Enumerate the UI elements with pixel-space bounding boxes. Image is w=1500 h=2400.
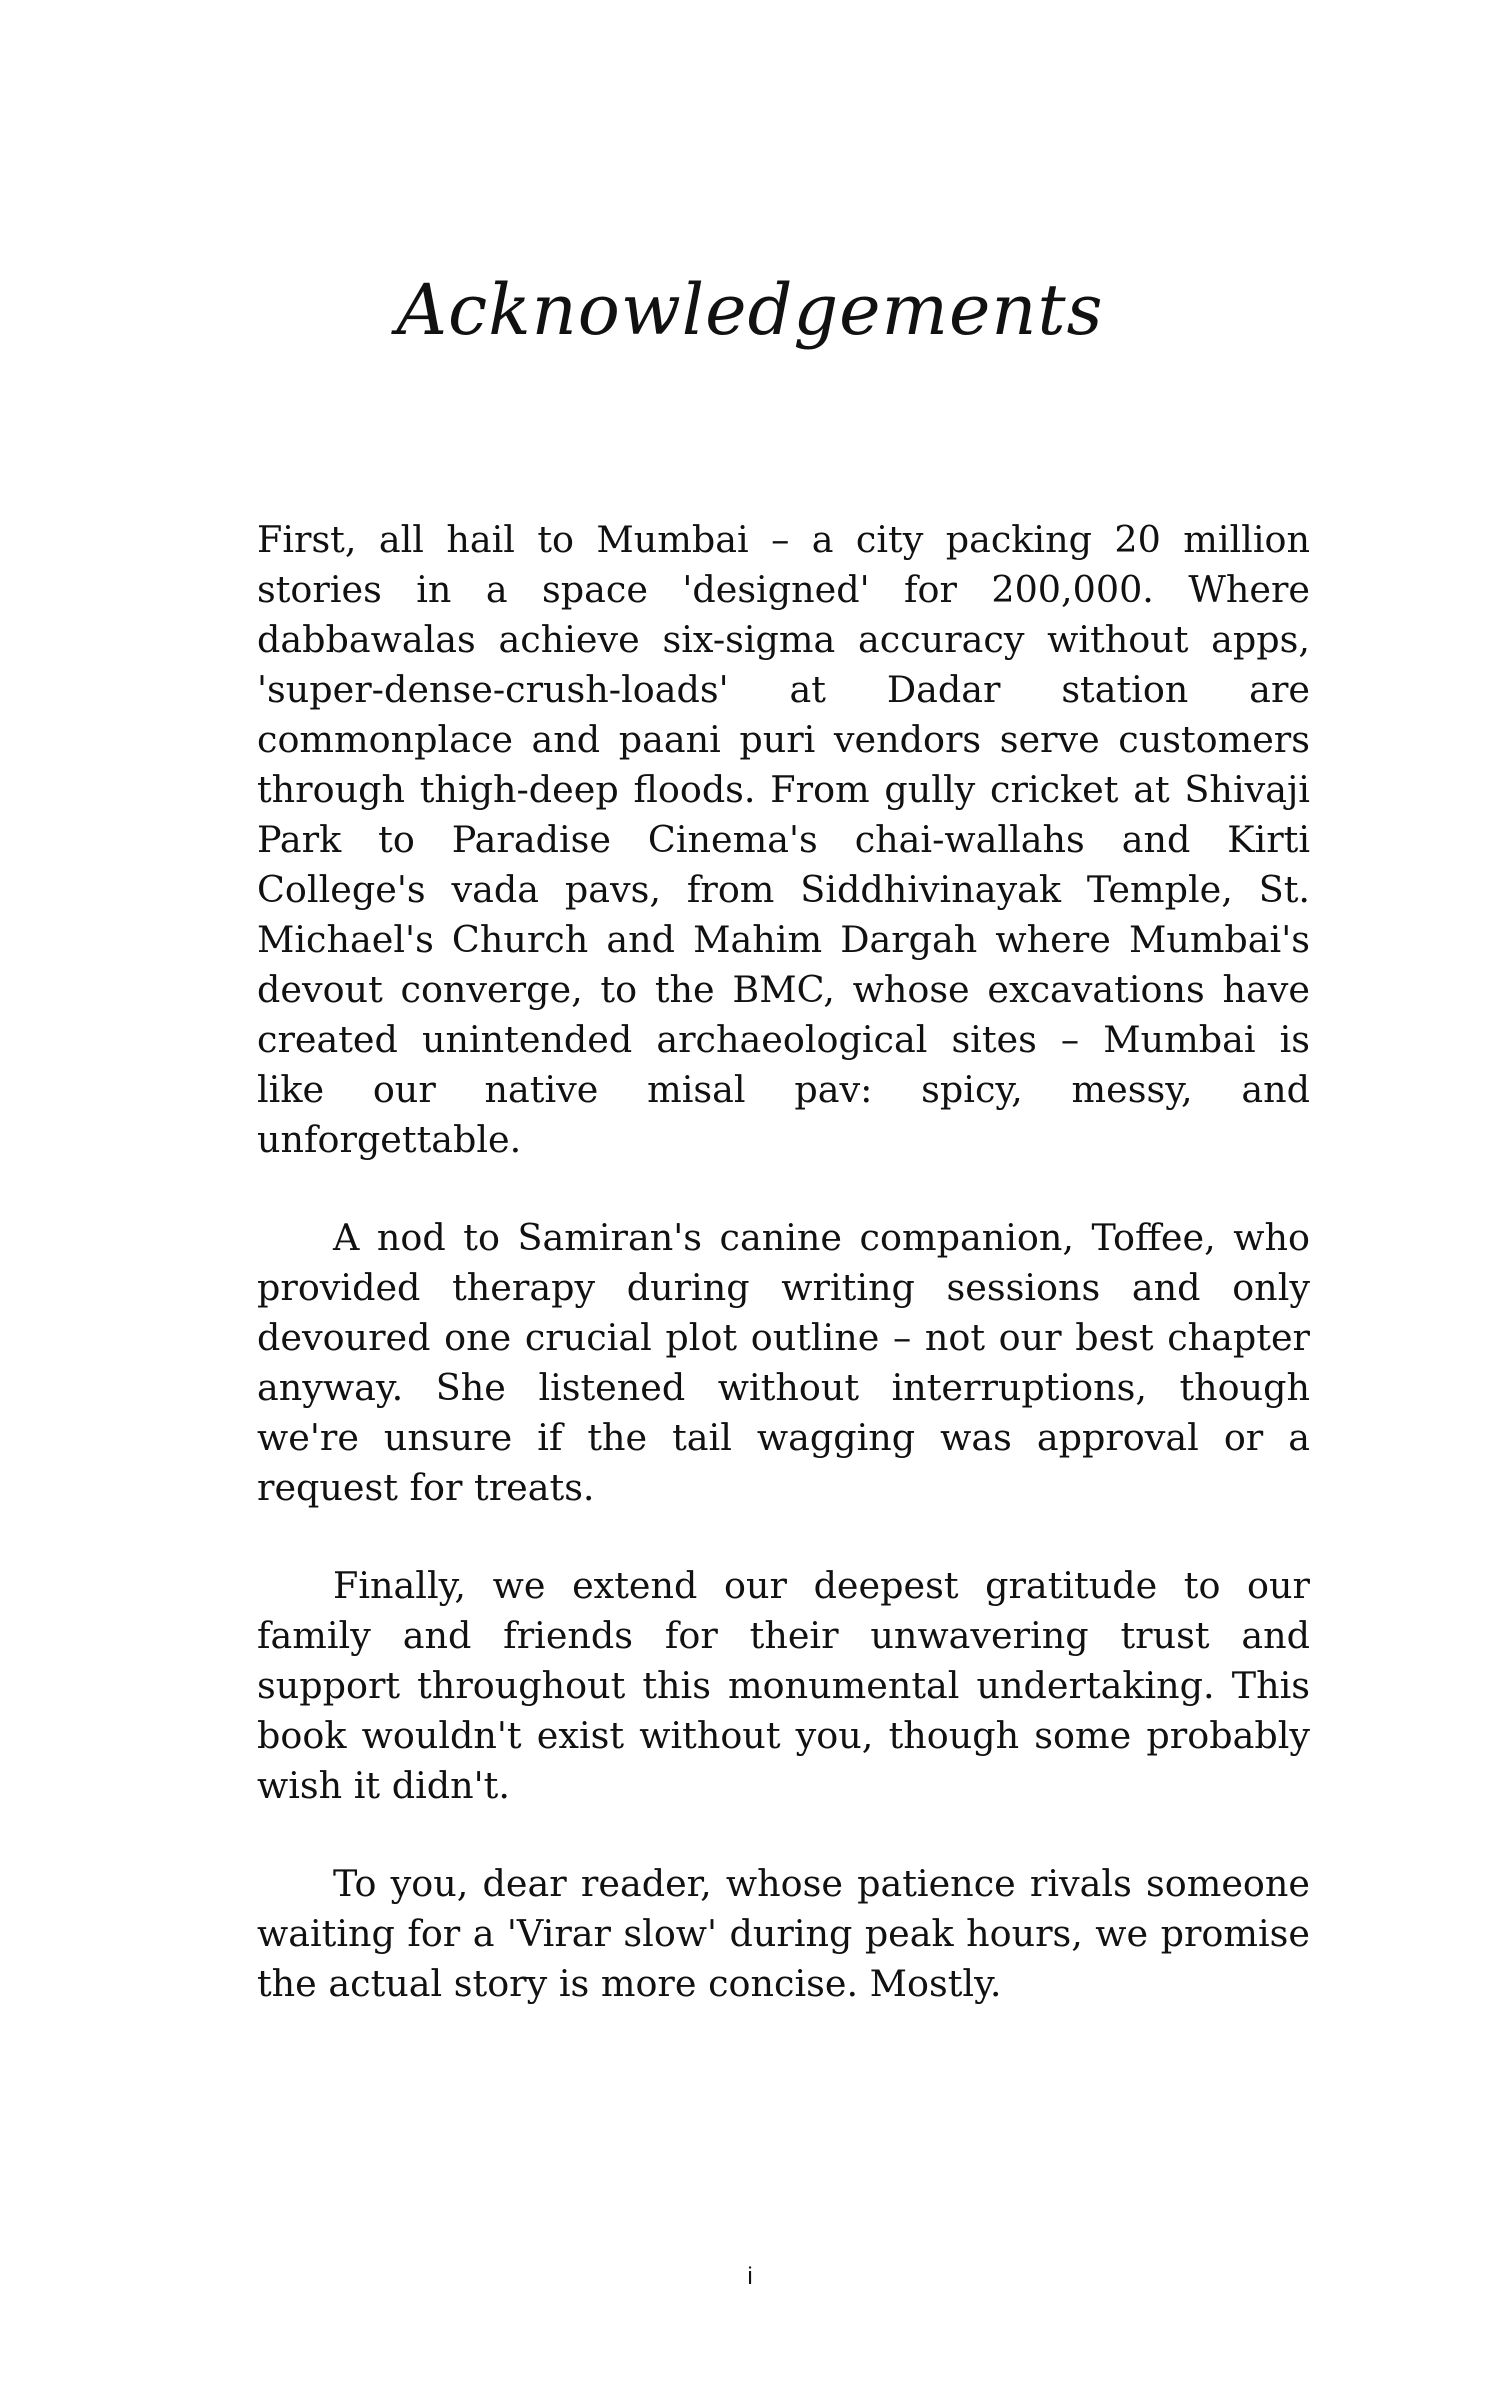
paragraph-family: Finally, we extend our deepest gratitude to our family and friends for their unwavering trust and support throughout this monumental undertaking. This book wouldn't exist without you, though some probably wish it didn't. — [257, 1564, 1310, 1807]
page-number: i — [747, 2263, 753, 2290]
page-title: Acknowledgements — [396, 269, 1104, 351]
acknowledgements-body — [257, 515, 1310, 2057]
paragraph-toffee: A nod to Samiran's canine companion, Toffee, who provided therapy during writing sessions and only devoured one crucial plot outline – not our best chapter anyway. She listened without interruptions, though we're unsure if the tail wagging was approval or a request for treats. — [257, 1216, 1310, 1509]
paragraph-mumbai: First, all hail to Mumbai – a city packing 20 million stories in a space 'designed' for 200,000. Where dabbawalas achieve six-sigma accuracy without apps, 'super-dense-crush-loads' at Dadar station are commonplace and paani puri vendors serve customers through thigh-deep floods. From gully cricket at Shivaji Park to Paradise Cinema's chai-wallahs and Kirti College's vada pavs, from Siddhivinayak Temple, St. Michael's Church and Mahim Dargah where Mumbai's devout converge, to the BMC, whose excavations have created unintended archaeological sites – Mumbai is like our native misal pav: spicy, messy, and unforgettable. — [257, 518, 1310, 1161]
paragraph-reader: To you, dear reader, whose patience rivals someone waiting for a 'Virar slow' during peak hours, we promise the actual story is more concise. Mostly. — [257, 1862, 1310, 2005]
